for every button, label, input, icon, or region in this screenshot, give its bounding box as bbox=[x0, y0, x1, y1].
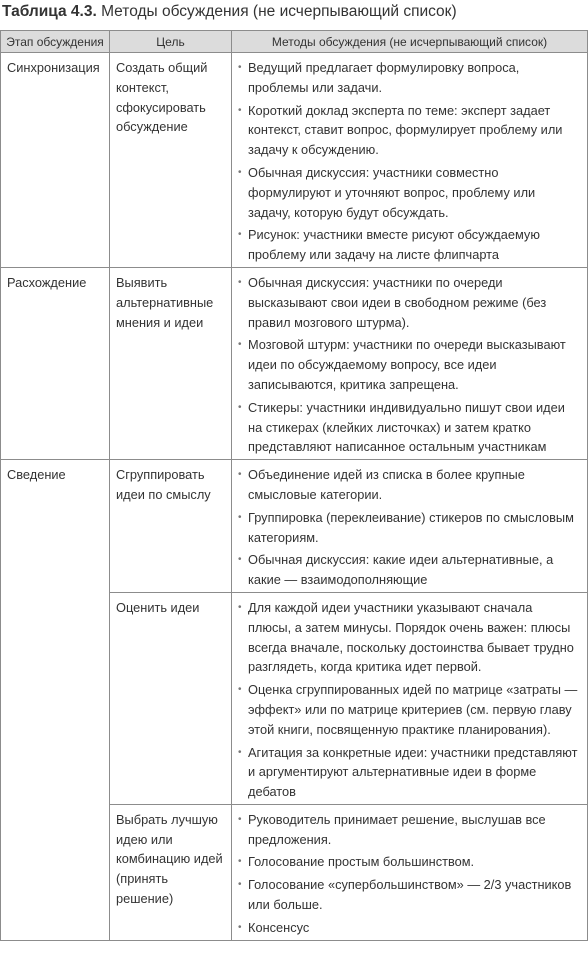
header-goal: Цель bbox=[110, 31, 232, 53]
methods-list bbox=[238, 810, 579, 938]
methods-cell bbox=[232, 592, 588, 804]
method-item: • Голосование простым большинством. bbox=[238, 852, 579, 872]
method-item: • Мозговой штурм: участники по очереди высказывают идеи по обсуждаемому вопросу, все идеи записываются, критика запрещена. bbox=[238, 335, 579, 394]
method-item: • Обычная дискуссия: участники совместно формулируют и уточняют вопрос, проблему или задачу, которую будут обсуждать. bbox=[238, 163, 579, 222]
method-item: • Ведущий предлагает формулировку вопроса, проблемы или задачи. bbox=[238, 58, 579, 98]
method-item: • Оценка сгруппированных идей по матрице «затраты — эффект» или по матрице критериев (см. первую главу этой книги, посвященную практике планирования). bbox=[238, 680, 579, 739]
method-item: • Консенсус bbox=[238, 918, 579, 938]
method-item: • Руководитель принимает решение, выслушав все предложения. bbox=[238, 810, 579, 850]
table-header-row bbox=[1, 31, 588, 53]
method-item: • Агитация за конкретные идеи: участники представляют и аргументируют альтернативные идеи в форме дебатов bbox=[238, 743, 579, 802]
goal-cell: Создать общий контекст, сфокусировать обсуждение bbox=[110, 53, 232, 268]
header-stage: Этап обсуждения bbox=[1, 31, 110, 53]
goal-cell: Сгруппировать идеи по смыслу bbox=[110, 460, 232, 593]
method-item: • Группировка (переклеивание) стикеров по смысловым категориям. bbox=[238, 508, 579, 548]
methods-cell bbox=[232, 460, 588, 593]
discussion-methods-table bbox=[0, 30, 588, 941]
table-caption bbox=[2, 0, 457, 24]
methods-list bbox=[238, 273, 579, 457]
table-row bbox=[1, 460, 588, 593]
methods-list bbox=[238, 598, 579, 802]
stage-cell: Расхождение bbox=[1, 267, 110, 459]
stage-cell: Сведение bbox=[1, 460, 110, 941]
method-item: • Объединение идей из списка в более крупные смысловые категории. bbox=[238, 465, 579, 505]
table-title: Методы обсуждения (не исчерпывающий список) bbox=[101, 3, 457, 20]
stage-cell: Синхронизация bbox=[1, 53, 110, 268]
method-item: • Голосование «супербольшинством» — 2/3 участников или больше. bbox=[238, 875, 579, 915]
method-item: • Стикеры: участники индивидуально пишут свои идеи на стикерах (клейких листочках) и затем кратко представляют написанное остальным участникам bbox=[238, 398, 579, 457]
goal-cell: Выявить альтернативные мнения и идеи bbox=[110, 267, 232, 459]
method-item: • Короткий доклад эксперта по теме: эксперт задает контекст, ставит вопрос, формулирует проблему или задачу к обсуждению. bbox=[238, 101, 579, 160]
table-row bbox=[1, 267, 588, 459]
methods-cell bbox=[232, 804, 588, 940]
methods-cell bbox=[232, 53, 588, 268]
method-item: • Обычная дискуссия: участники по очереди высказывают свои идеи в свободном режиме (без правил мозгового штурма). bbox=[238, 273, 579, 332]
goal-cell: Оценить идеи bbox=[110, 592, 232, 804]
table-number: Таблица 4.3. bbox=[2, 3, 97, 20]
method-item: • Рисунок: участники вместе рисуют обсуждаемую проблему или задачу на листе флипчарта bbox=[238, 225, 579, 265]
methods-list bbox=[238, 465, 579, 590]
goal-cell: Выбрать лучшую идею или комбинацию идей (принять решение) bbox=[110, 804, 232, 940]
methods-cell bbox=[232, 267, 588, 459]
method-item: • Обычная дискуссия: какие идеи альтернативные, а какие — взаимодополняющие bbox=[238, 550, 579, 590]
header-methods: Методы обсуждения (не исчерпывающий список) bbox=[232, 31, 588, 53]
method-item: • Для каждой идеи участники указывают сначала плюсы, а затем минусы. Порядок очень важен: плюсы всегда вначале, поскольку достоинства бывает трудно разглядеть, когда критика идет первой. bbox=[238, 598, 579, 677]
methods-list bbox=[238, 58, 579, 265]
table-row bbox=[1, 53, 588, 268]
